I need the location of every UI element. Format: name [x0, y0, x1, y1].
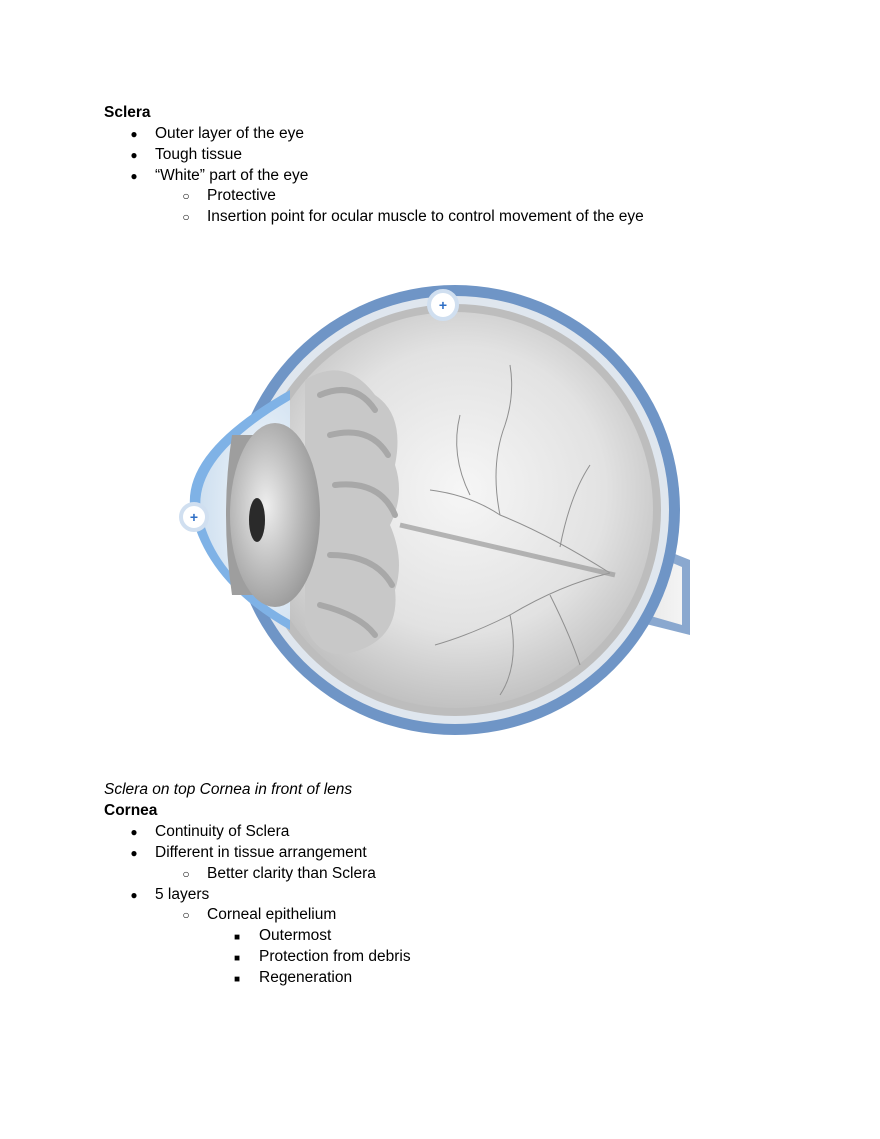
bullet-circle: [179, 186, 193, 206]
bullet-circle: [179, 864, 193, 884]
figure-caption: Sclera on top Cornea in front of lens: [104, 781, 353, 798]
bullet-dot: [127, 843, 141, 863]
cornea-marker[interactable]: [181, 504, 207, 530]
bullet-circle: [179, 905, 193, 925]
bullet-square: [230, 947, 244, 969]
cornea-item-2: Different in tissue arrangement: [155, 844, 367, 861]
bullet-dot: [127, 124, 141, 144]
lens: [230, 423, 320, 607]
epithelium-point-2: Protection from debris: [259, 948, 411, 965]
sclera-marker[interactable]: [429, 291, 457, 319]
sclera-subitem-2: Insertion point for ocular muscle to control movement of the eye: [207, 208, 644, 225]
cornea-subitem-epithelium: Corneal epithelium: [207, 906, 337, 923]
bullet-dot: [127, 885, 141, 905]
bullet-dot: [127, 166, 141, 186]
bullet-circle: [179, 207, 193, 227]
bullet-dot: [127, 822, 141, 842]
svg-text:+: +: [189, 509, 199, 525]
bullet-square: [230, 926, 244, 948]
svg-text:+: +: [438, 297, 448, 313]
epithelium-point-1: Outermost: [259, 927, 332, 944]
epithelium-point-3: Regeneration: [259, 969, 353, 986]
sclera-item-1: Outer layer of the eye: [155, 125, 305, 142]
pupil: [249, 498, 265, 542]
sclera-item-3: “White” part of the eye: [155, 167, 309, 184]
eye-cross-section-illustration: [170, 285, 700, 735]
cornea-subitem-clarity: Better clarity than Sclera: [207, 865, 376, 882]
cornea-heading: Cornea: [104, 802, 158, 819]
cornea-item-1: Continuity of Sclera: [155, 823, 290, 840]
sclera-subitem-1: Protective: [207, 187, 276, 204]
bullet-square: [230, 968, 244, 990]
bullet-dot: [127, 145, 141, 165]
sclera-heading: Sclera: [104, 104, 151, 121]
cornea-item-3: 5 layers: [155, 886, 210, 903]
sclera-item-2: Tough tissue: [155, 146, 243, 163]
